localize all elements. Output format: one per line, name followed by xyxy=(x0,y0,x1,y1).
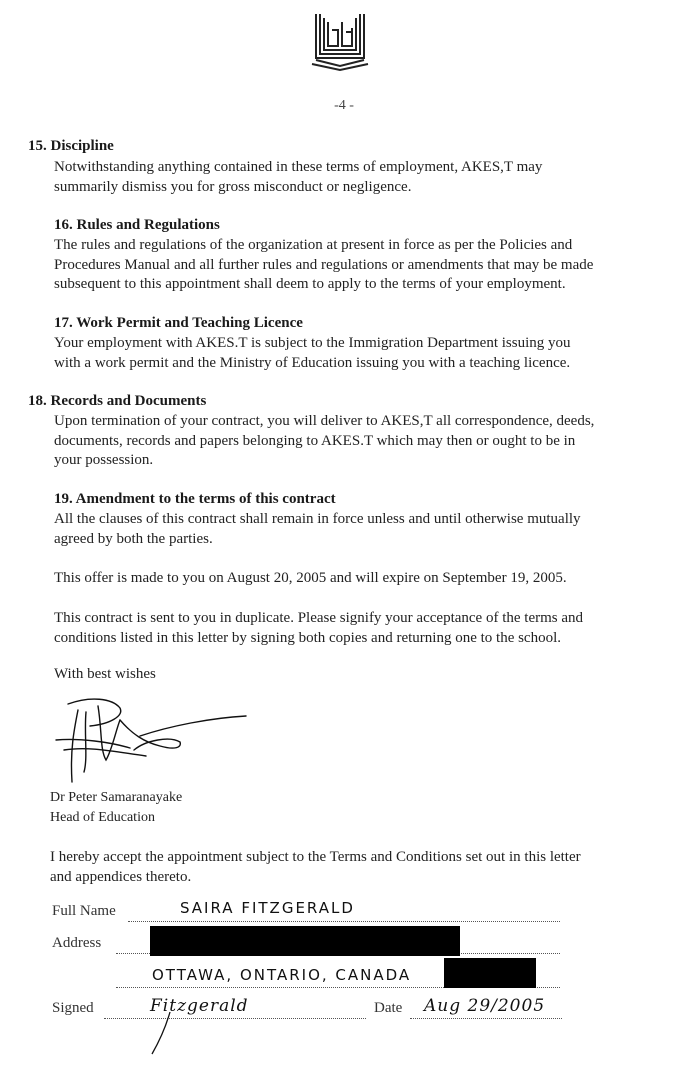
signed-value: Fitzgerald xyxy=(150,996,249,1016)
signatory-title: Head of Education xyxy=(50,809,155,825)
text-line: This offer is made to you on August 20, 2005 and will expire on September 19, 2005. xyxy=(54,570,567,586)
signature-stroke-icon xyxy=(144,1010,184,1058)
text-line: Upon termination of your contract, you will deliver to AKES,T all correspondence, deeds, xyxy=(54,413,595,429)
date-underline xyxy=(410,1018,562,1019)
section-18-heading: 18. Records and Documents xyxy=(28,393,207,409)
section-15-heading: 15. Discipline xyxy=(28,138,114,154)
text-line: This contract is sent to you in duplicate. Please signify your acceptance of the terms and xyxy=(54,610,584,626)
handwritten-signature-icon xyxy=(50,690,250,790)
date-value: Aug 29/2005 xyxy=(424,996,546,1016)
date-label: Date xyxy=(374,1000,403,1016)
text-line: agreed by both the parties. xyxy=(54,530,213,547)
text-line: your possession. xyxy=(54,452,154,468)
text-line: with a work permit and the Ministry of Education issuing you with a teaching licence. xyxy=(54,354,571,371)
text-line: I hereby accept the appointment subject to the Terms and Conditions set out in this letter xyxy=(50,849,581,865)
salutation: With best wishes xyxy=(54,666,156,682)
text-line: subsequent to this appointment shall deem to apply to the terms of your employment. xyxy=(54,276,566,292)
text-line: and appendices thereto. xyxy=(50,868,192,885)
section-17-body xyxy=(54,334,571,373)
address-line2-redaction xyxy=(444,958,536,988)
offer-paragraph xyxy=(54,569,567,589)
signed-label: Signed xyxy=(52,1000,94,1016)
section-17-heading: 17. Work Permit and Teaching Licence xyxy=(54,315,303,331)
text-line: All the clauses of this contract shall remain in force unless and until otherwise mutually xyxy=(54,511,581,527)
duplicate-paragraph xyxy=(54,609,583,648)
section-16-heading: 16. Rules and Regulations xyxy=(54,217,220,233)
acceptance-paragraph xyxy=(50,848,581,887)
text-line: summarily dismiss you for gross misconduct or negligence. xyxy=(54,178,412,195)
section-15-body xyxy=(54,158,542,197)
address-line2-value: OTTAWA, ONTARIO, CANADA xyxy=(152,966,412,984)
text-line: The rules and regulations of the organization at present in force as per the Policies and xyxy=(54,237,573,253)
text-line: documents, records and papers belonging to AKES.T which may then or ought to be in xyxy=(54,432,576,449)
page-number: -4 - xyxy=(334,98,354,113)
text-line: Procedures Manual and all further rules and regulations or amendments that may be made xyxy=(54,256,594,273)
full-name-underline xyxy=(128,921,560,922)
full-name-label: Full Name xyxy=(52,903,116,919)
text-line: Your employment with AKES.T is subject to the Immigration Department issuing you xyxy=(54,335,571,351)
section-19-body xyxy=(54,510,581,549)
section-16-body xyxy=(54,236,593,295)
signatory-block xyxy=(50,788,182,827)
signatory-name: Dr Peter Samaranayake xyxy=(50,790,183,805)
text-line: conditions listed in this letter by signing both copies and returning one to the school. xyxy=(54,629,562,646)
akes-monogram-logo-icon xyxy=(308,8,372,72)
section-19-heading: 19. Amendment to the terms of this contract xyxy=(54,491,336,507)
section-18-body xyxy=(54,412,594,471)
text-line: Notwithstanding anything contained in these terms of employment, AKES,T may xyxy=(54,159,543,175)
full-name-value: SAIRA FITZGERALD xyxy=(180,899,355,917)
address-label: Address xyxy=(52,935,102,951)
address-redaction xyxy=(150,926,460,956)
